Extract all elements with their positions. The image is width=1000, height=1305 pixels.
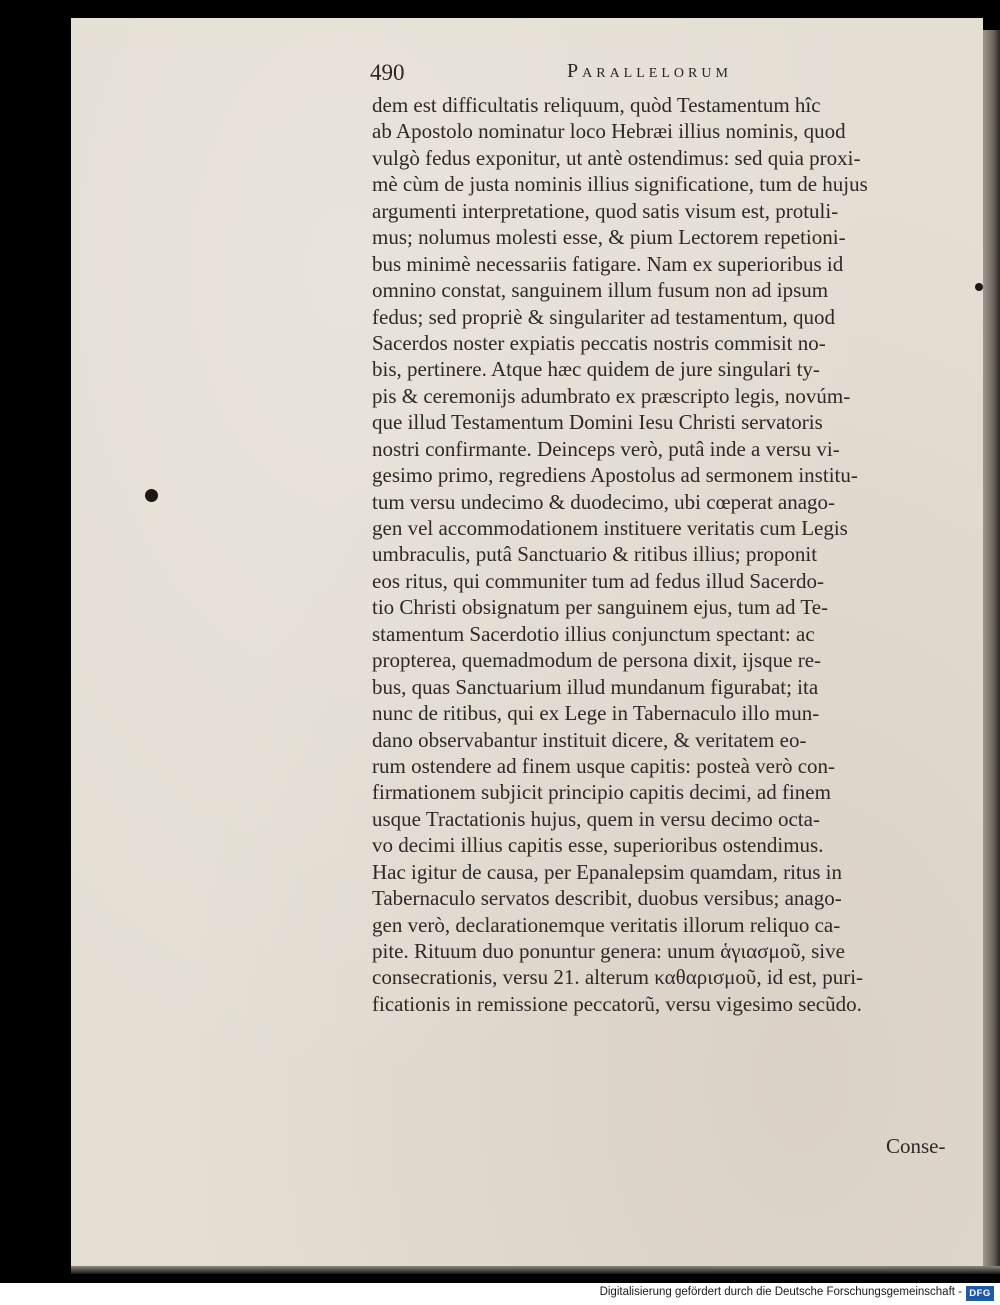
text-line: pis & ceremonijs adumbrato ex præscripto legis, novúm- bbox=[372, 383, 851, 408]
ink-spot-left bbox=[145, 489, 158, 502]
text-line: fedus; sed propriè & singulariter ad testamentum, quod bbox=[372, 304, 836, 329]
text-line: tum versu undecimo & duodecimo, ubi cœperat anago- bbox=[372, 489, 836, 514]
text-line: stamentum Sacerdotio illius conjunctum spectant: ac bbox=[372, 621, 815, 646]
text-line: que illud Testamentum Domini Iesu Christi servatoris bbox=[372, 410, 823, 435]
text-line: bis, pertinere. Atque hæc quidem de jure singulari ty- bbox=[372, 357, 820, 382]
text-line: eos ritus, qui communiter tum ad fedus illud Sacerdo- bbox=[372, 568, 824, 593]
text-line: ab Apostolo nominatur loco Hebræi illius nominis, quod bbox=[372, 119, 846, 144]
text-line: propterea, quemadmodum de persona dixit, ijsque re- bbox=[372, 648, 822, 673]
page-header bbox=[370, 60, 820, 90]
page-number: 490 bbox=[370, 60, 405, 85]
text-line: vo decimi illius capitis esse, superioribus ostendimus. bbox=[372, 833, 824, 858]
text-line: gen verò, declarationemque veritatis illorum reliquo ca- bbox=[372, 912, 841, 937]
footer-bar bbox=[0, 1283, 1000, 1305]
body-text bbox=[372, 92, 964, 1017]
text-line: rum ostendere ad finem usque capitis: posteà verò con- bbox=[372, 753, 836, 778]
ink-spot-right bbox=[975, 283, 983, 291]
text-line: firmationem subjicit principio capitis decimi, ad finem bbox=[372, 780, 831, 805]
text-line: ficationis in remissione peccatorũ, versu vigesimo secũdo. bbox=[372, 991, 862, 1016]
text-line: mus; nolumus molesti esse, & pium Lectorem repetioni- bbox=[372, 225, 846, 250]
text-line: pite. Rituum duo ponuntur genera: unum ἁγιασμοῦ, sive bbox=[372, 939, 845, 963]
text-line: omnino constat, sanguinem illum fusum non ad ipsum bbox=[372, 278, 829, 303]
text-line: nostri confirmante. Deinceps verò, putâ inde a versu vi- bbox=[372, 436, 840, 461]
text-line: dano observabantur instituit dicere, & veritatem eo- bbox=[372, 727, 807, 752]
dfg-logo: DFG bbox=[966, 1286, 994, 1301]
catchword: Conse- bbox=[886, 1134, 946, 1158]
page-edge bbox=[983, 30, 1000, 1266]
text-line: gesimo primo, regrediens Apostolus ad sermonem institu- bbox=[372, 463, 858, 488]
text-line: consecrationis, versu 21. alterum καθαρισμοῦ, id est, puri- bbox=[372, 965, 864, 990]
text-line: bus minimè necessariis fatigare. Nam ex superioribus id bbox=[372, 251, 844, 276]
text-line: vulgò fedus exponitur, ut antè ostendimus: sed quia proxi- bbox=[372, 145, 861, 170]
running-title: Parallelorum bbox=[567, 60, 732, 82]
funding-credit: Digitalisierung gefördert durch die Deutsche Forschungsgemeinschaft - bbox=[599, 1286, 962, 1298]
text-line: mè cùm de justa nominis illius significatione, tum de hujus bbox=[372, 172, 868, 197]
text-line: umbraculis, putâ Sanctuario & ritibus illius; proponit bbox=[372, 542, 818, 567]
text-line: dem est difficultatis reliquum, quòd Testamentum hîc bbox=[372, 93, 821, 117]
text-line: tio Christi obsignatum per sanguinem ejus, tum ad Te- bbox=[372, 595, 829, 620]
text-line: argumenti interpretatione, quod satis visum est, protuli- bbox=[372, 198, 839, 223]
text-line: gen vel accommodationem instituere veritatis cum Legis bbox=[372, 516, 848, 540]
text-line: nunc de ritibus, qui ex Lege in Tabernaculo illo mun- bbox=[372, 701, 820, 726]
text-line: Hac igitur de causa, per Epanalepsim quamdam, ritus in bbox=[372, 859, 843, 884]
text-line: Sacerdos noster expiatis peccatis nostris commisit no- bbox=[372, 330, 826, 355]
page-bottom-edge bbox=[71, 1266, 1000, 1274]
text-line: Tabernaculo servatos describit, duobus versibus; anago- bbox=[372, 886, 842, 911]
text-line: usque Tractationis hujus, quem in versu decimo octa- bbox=[372, 806, 820, 831]
text-line: bus, quas Sanctuarium illud mundanum figurabat; ita bbox=[372, 674, 819, 699]
